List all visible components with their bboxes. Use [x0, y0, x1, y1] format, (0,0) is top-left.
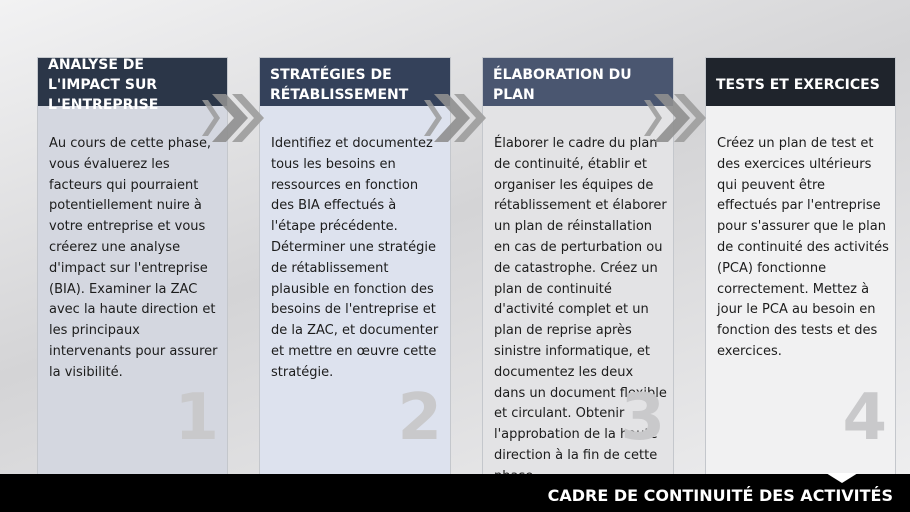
step-card-1	[37, 57, 228, 482]
footer-title: CADRE DE CONTINUITÉ DES ACTIVITÉS	[547, 486, 893, 505]
step-body-2: Identifiez et documentez tous les besoins en ressources en fonction des BIA effectués à l'étape précédente. Déterminer une stratégie de rétablissement plausible en fonction des besoins de l'entreprise et de la ZAC, et documenter et mettre en œuvre cette stratégie.	[271, 136, 439, 380]
step-number-2: 2	[397, 381, 442, 455]
step-header-4	[706, 58, 895, 106]
step-body-3: Élaborer le cadre du plan de continuité, établir et organiser les équipes de rétablissement et élaborer un plan de réinstallation en cas de perturbation ou de catastrophe. Créez un plan de continuité d'activité complet et un plan de reprise après sinistre informatique, et documentez les deux dans un document flexible et circulant. Obtenir l'approbation de la haute direction à la fin de cette	[494, 136, 667, 463]
step-number-1: 1	[174, 381, 219, 455]
step-title-2: STRATÉGIES DE RÉTABLISSEMENT	[270, 66, 409, 103]
step-body-4: Créez un plan de test et des exercices ultérieurs qui peuvent être effectués par l'entreprise pour s'assurer que le plan de continuité des activités (PCA) fonctionne correctement. Mettez à jour le PCA au besoin en fonction des tests et des exercices.	[717, 136, 889, 359]
step-card-4	[705, 57, 896, 482]
step-header-1	[38, 57, 227, 113]
chevron-arrow-right-icon	[644, 86, 708, 150]
step-body-1: Au cours de cette phase, vous évaluerez les facteurs qui pourraient potentiellement nuire à votre entreprise et vous créerez une analyse d'impact sur l'entreprise (BIA). Examiner la ZAC avec la haute direction et les principaux intervenants pour assurer la visibilité.	[49, 136, 218, 380]
footer-notch	[826, 473, 858, 483]
step-title-3: ÉLABORATION DU PLAN	[493, 66, 632, 103]
footer-bar	[0, 474, 910, 512]
step-number-4: 4	[842, 381, 887, 455]
step-number-3: 3	[620, 381, 665, 455]
chevron-arrow-right-icon	[202, 86, 266, 150]
step-card-2	[259, 57, 451, 482]
chevron-arrow-right-icon	[424, 86, 488, 150]
step-header-2	[260, 58, 450, 106]
step-title-4: TESTS ET EXERCICES	[716, 76, 880, 93]
step-title-1: ANALYSE DE L'IMPACT SUR L'ENTREPRISE	[48, 57, 159, 113]
